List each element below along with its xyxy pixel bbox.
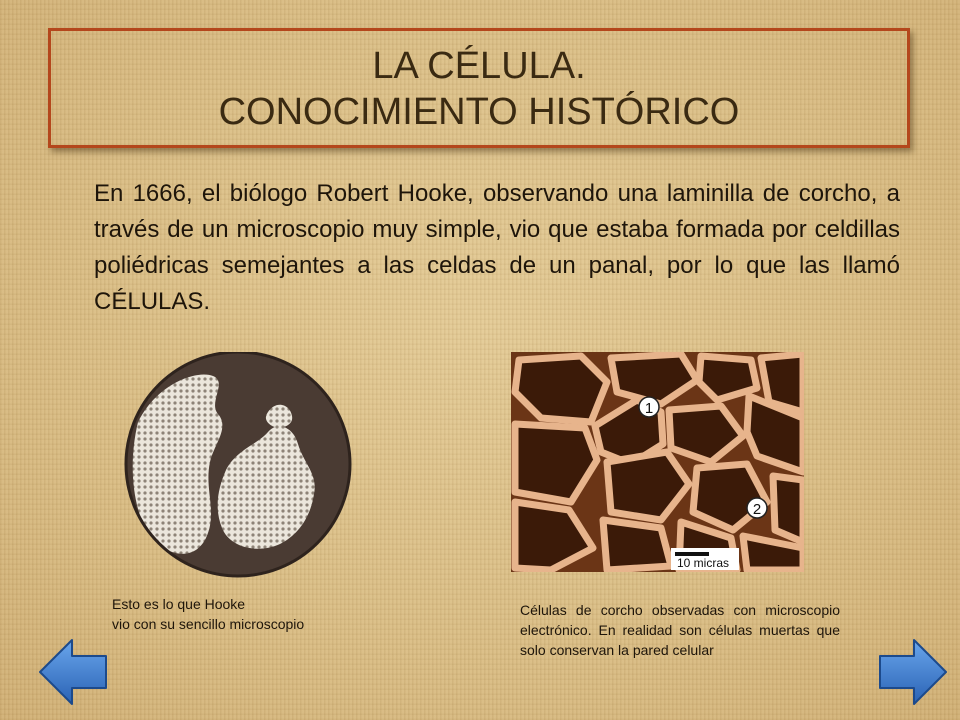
micrograph-caption: Células de corcho observadas con microscopio electrónico. En realidad son células muertas que solo conservan la pared celular bbox=[520, 602, 840, 658]
title-line-2: CONOCIMIENTO HISTÓRICO bbox=[218, 91, 740, 133]
caption-left-line-2: vio con su sencillo microscopio bbox=[112, 616, 305, 632]
hooke-drawing-image bbox=[118, 352, 358, 592]
left-arrow-icon[interactable] bbox=[36, 636, 110, 708]
marker-1-label: 1 bbox=[644, 400, 654, 417]
caption-left-line-1: Esto es lo que Hooke bbox=[112, 596, 246, 612]
scale-bar-label: 10 micras bbox=[677, 556, 730, 570]
title-box bbox=[48, 28, 910, 148]
marker-2-label: 2 bbox=[752, 501, 762, 518]
title-line-1: LA CÉLULA. bbox=[372, 45, 586, 87]
cork-micrograph-image bbox=[511, 352, 804, 572]
body-paragraph: En 1666, el biólogo Robert Hooke, observando una laminilla de corcho, a través de un microscopio muy simple, vio que estaba formada por celdillas poliédricas semejantes a las celdas de un panal, por lo que las llamó CÉLULAS. bbox=[94, 180, 900, 315]
hooke-drawing-caption bbox=[112, 594, 372, 634]
right-arrow-icon[interactable] bbox=[876, 636, 950, 708]
